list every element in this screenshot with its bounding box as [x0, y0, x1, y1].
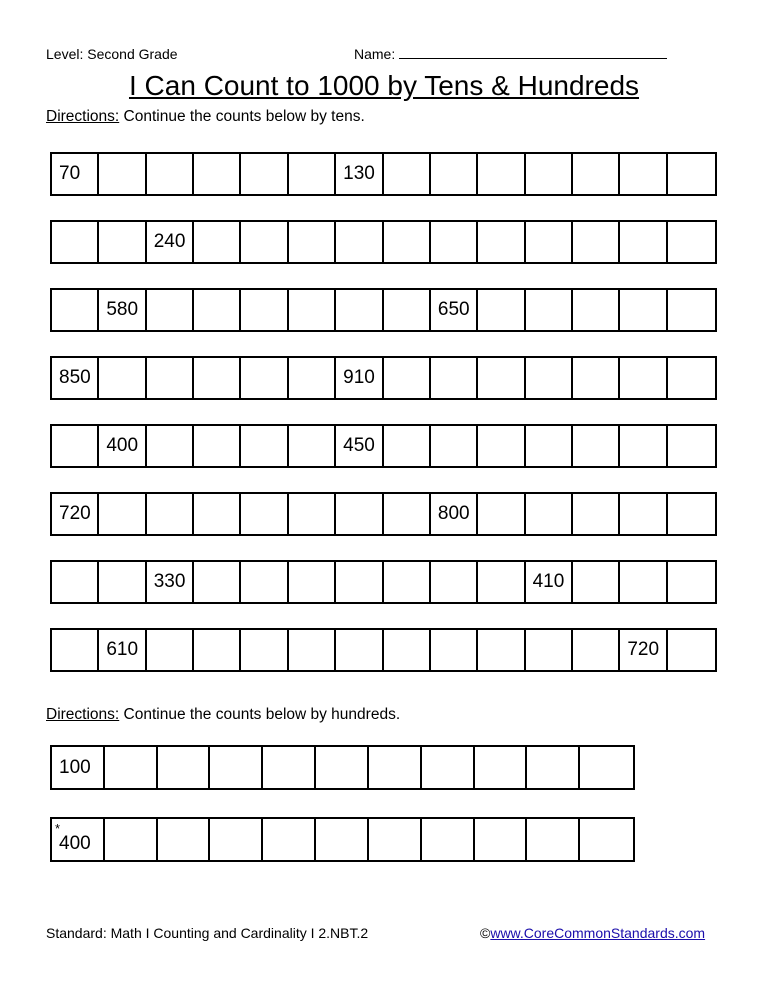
- count-row: [50, 424, 717, 468]
- count-cell-blank[interactable]: [52, 290, 99, 330]
- directions-label: Directions:: [46, 108, 120, 125]
- count-cell-blank[interactable]: [431, 630, 478, 670]
- count-cell-blank[interactable]: [99, 494, 146, 534]
- count-row: [50, 356, 717, 400]
- count-cell-blank[interactable]: [431, 562, 478, 602]
- count-value: 800: [437, 503, 470, 524]
- count-cell-filled: [99, 290, 146, 330]
- count-cell-blank[interactable]: [147, 426, 194, 466]
- count-cell-blank[interactable]: [289, 426, 336, 466]
- count-value: 610: [106, 639, 139, 660]
- count-cell-blank[interactable]: [668, 426, 715, 466]
- count-cell-blank[interactable]: [263, 819, 316, 860]
- count-value: 100: [59, 756, 91, 778]
- count-cell-blank[interactable]: [526, 222, 573, 262]
- count-cell-blank[interactable]: [475, 747, 528, 788]
- count-cell-blank[interactable]: [580, 819, 633, 860]
- count-value: 130: [343, 163, 375, 184]
- count-value: 70: [59, 163, 81, 184]
- count-cell-blank[interactable]: [210, 747, 263, 788]
- count-row: [50, 817, 635, 862]
- count-cell-blank[interactable]: [580, 747, 633, 788]
- count-cell-blank[interactable]: [668, 630, 715, 670]
- count-value: 330: [153, 571, 186, 592]
- count-value: 410: [532, 571, 565, 592]
- count-value: 400: [59, 832, 91, 854]
- count-cell-blank[interactable]: [573, 222, 620, 262]
- count-cell-filled: [52, 358, 99, 398]
- directions-text: Continue the counts below by hundreds.: [119, 706, 401, 723]
- count-cell-blank[interactable]: [526, 630, 573, 670]
- count-cell-blank[interactable]: [526, 290, 573, 330]
- count-cell-blank[interactable]: [478, 154, 525, 194]
- website-link[interactable]: www.CoreCommonStandards.com: [490, 925, 706, 941]
- count-cell-blank[interactable]: [384, 358, 431, 398]
- count-cell-blank[interactable]: [478, 358, 525, 398]
- count-cell-blank[interactable]: [384, 562, 431, 602]
- count-cell-blank[interactable]: [526, 358, 573, 398]
- count-cell-blank[interactable]: [573, 358, 620, 398]
- count-cell-blank[interactable]: [527, 819, 580, 860]
- count-row: [50, 560, 717, 604]
- count-cell-blank[interactable]: [99, 358, 146, 398]
- count-cell-filled: [431, 494, 478, 534]
- count-cell-blank[interactable]: [289, 222, 336, 262]
- count-cell-blank[interactable]: [668, 290, 715, 330]
- count-value: 400: [106, 435, 139, 456]
- count-cell-blank[interactable]: [431, 154, 478, 194]
- count-cell-blank[interactable]: [478, 562, 525, 602]
- count-value: 850: [59, 367, 91, 388]
- count-cell-blank[interactable]: [668, 562, 715, 602]
- count-cell-filled: [52, 494, 99, 534]
- count-cell-blank[interactable]: [336, 222, 383, 262]
- count-row: [50, 288, 717, 332]
- count-cell-blank[interactable]: [241, 562, 288, 602]
- count-cell-filled: [526, 562, 573, 602]
- count-cell-filled: [620, 630, 667, 670]
- count-cell-blank[interactable]: [289, 154, 336, 194]
- count-cell-blank[interactable]: [369, 747, 422, 788]
- count-cell-blank[interactable]: [336, 562, 383, 602]
- count-value: 450: [343, 435, 375, 456]
- count-cell-filled: [431, 290, 478, 330]
- count-cell-blank[interactable]: [147, 154, 194, 194]
- count-cell-blank[interactable]: [99, 154, 146, 194]
- count-cell-filled: [336, 154, 383, 194]
- count-cell-blank[interactable]: [620, 494, 667, 534]
- count-cell-blank[interactable]: [241, 222, 288, 262]
- count-cell-blank[interactable]: [431, 222, 478, 262]
- count-cell-blank[interactable]: [620, 154, 667, 194]
- count-cell-filled: [336, 358, 383, 398]
- count-cell-blank[interactable]: [369, 819, 422, 860]
- count-cell-blank[interactable]: [52, 630, 99, 670]
- count-cell-blank[interactable]: [194, 154, 241, 194]
- count-cell-blank[interactable]: [384, 426, 431, 466]
- directions-tens: [46, 108, 365, 126]
- count-cell-blank[interactable]: [52, 562, 99, 602]
- count-cell-filled: [99, 426, 146, 466]
- count-cell-blank[interactable]: [478, 290, 525, 330]
- name-line[interactable]: [399, 46, 667, 59]
- count-cell-blank[interactable]: [289, 494, 336, 534]
- count-cell-blank[interactable]: [431, 358, 478, 398]
- count-cell-blank[interactable]: [158, 819, 211, 860]
- count-value: 580: [106, 299, 139, 320]
- count-value: 910: [343, 367, 375, 388]
- count-row: [50, 745, 635, 790]
- count-value: 240: [153, 231, 186, 252]
- count-cell-blank[interactable]: [336, 290, 383, 330]
- count-cell-filled: [52, 747, 105, 788]
- count-cell-blank[interactable]: [422, 819, 475, 860]
- count-cell-blank[interactable]: [668, 494, 715, 534]
- count-row: [50, 220, 717, 264]
- count-cell-blank[interactable]: [147, 290, 194, 330]
- count-cell-blank[interactable]: [158, 747, 211, 788]
- count-cell-blank[interactable]: [105, 747, 158, 788]
- count-cell-blank[interactable]: [194, 290, 241, 330]
- count-cell-blank[interactable]: [573, 494, 620, 534]
- name-label: Name:: [354, 46, 396, 62]
- count-cell-blank[interactable]: [475, 819, 528, 860]
- standard-label: Standard: Math I Counting and Cardinality I 2.NBT.2: [46, 925, 369, 941]
- count-cell-blank[interactable]: [620, 562, 667, 602]
- copyright-symbol: ©: [480, 925, 491, 941]
- count-cell-blank[interactable]: [620, 222, 667, 262]
- count-cell-blank[interactable]: [384, 154, 431, 194]
- count-row: [50, 628, 717, 672]
- page-title: I Can Count to 1000 by Tens & Hundreds: [128, 70, 640, 101]
- count-cell-blank[interactable]: [384, 290, 431, 330]
- count-cell-filled: [147, 562, 194, 602]
- count-cell-blank[interactable]: [336, 630, 383, 670]
- count-cell-blank[interactable]: [263, 747, 316, 788]
- count-row: [50, 492, 717, 536]
- directions-hundreds: [46, 706, 400, 724]
- count-cell-blank[interactable]: [422, 747, 475, 788]
- count-cell-blank[interactable]: [526, 494, 573, 534]
- count-value: 650: [437, 299, 470, 320]
- count-cell-blank[interactable]: [241, 630, 288, 670]
- count-cell-blank[interactable]: [52, 426, 99, 466]
- count-cell-filled: [336, 426, 383, 466]
- count-cell-blank[interactable]: [478, 494, 525, 534]
- count-cell-blank[interactable]: [384, 494, 431, 534]
- count-cell-blank[interactable]: [336, 494, 383, 534]
- count-cell-blank[interactable]: [526, 154, 573, 194]
- count-cell-blank[interactable]: [573, 630, 620, 670]
- count-cell-blank[interactable]: [147, 630, 194, 670]
- count-cell-blank[interactable]: [289, 562, 336, 602]
- count-cell-blank[interactable]: [573, 154, 620, 194]
- count-value: 720: [59, 503, 91, 524]
- count-cell-blank[interactable]: [194, 494, 241, 534]
- count-cell-blank[interactable]: [289, 290, 336, 330]
- asterisk-mark: *: [55, 821, 61, 836]
- count-cell-blank[interactable]: [194, 562, 241, 602]
- count-cell-blank[interactable]: [289, 630, 336, 670]
- count-cell-blank[interactable]: [573, 290, 620, 330]
- directions-text: Continue the counts below by tens.: [119, 108, 365, 125]
- count-cell-blank[interactable]: [620, 290, 667, 330]
- count-cell-blank[interactable]: [668, 222, 715, 262]
- count-cell-blank[interactable]: [241, 154, 288, 194]
- count-cell-blank[interactable]: [316, 747, 369, 788]
- count-cell-blank[interactable]: [147, 358, 194, 398]
- count-cell-filled: [52, 819, 105, 860]
- count-cell-blank[interactable]: [431, 426, 478, 466]
- count-cell-blank[interactable]: [573, 562, 620, 602]
- count-cell-blank[interactable]: [105, 819, 158, 860]
- count-value: 720: [627, 639, 660, 660]
- count-cell-blank[interactable]: [384, 630, 431, 670]
- level-label: Level: Second Grade: [46, 46, 178, 62]
- count-cell-blank[interactable]: [526, 426, 573, 466]
- count-cell-blank[interactable]: [52, 222, 99, 262]
- count-cell-blank[interactable]: [289, 358, 336, 398]
- count-cell-filled: [99, 630, 146, 670]
- count-cell-filled: [147, 222, 194, 262]
- count-cell-blank[interactable]: [478, 630, 525, 670]
- count-cell-blank[interactable]: [241, 494, 288, 534]
- count-cell-blank[interactable]: [194, 222, 241, 262]
- name-field[interactable]: [354, 46, 667, 62]
- count-cell-blank[interactable]: [241, 426, 288, 466]
- count-cell-blank[interactable]: [241, 358, 288, 398]
- count-cell-blank[interactable]: [668, 154, 715, 194]
- count-cell-blank[interactable]: [241, 290, 288, 330]
- count-cell-blank[interactable]: [478, 222, 525, 262]
- count-cell-blank[interactable]: [147, 494, 194, 534]
- count-cell-blank[interactable]: [99, 562, 146, 602]
- count-cell-blank[interactable]: [668, 358, 715, 398]
- count-cell-blank[interactable]: [194, 426, 241, 466]
- count-cell-filled: [52, 154, 99, 194]
- count-cell-blank[interactable]: [194, 358, 241, 398]
- count-cell-blank[interactable]: [478, 426, 525, 466]
- directions-label: Directions:: [46, 706, 120, 723]
- count-cell-blank[interactable]: [527, 747, 580, 788]
- count-cell-blank[interactable]: [620, 426, 667, 466]
- count-cell-blank[interactable]: [99, 222, 146, 262]
- count-cell-blank[interactable]: [620, 358, 667, 398]
- count-cell-blank[interactable]: [194, 630, 241, 670]
- count-cell-blank[interactable]: [573, 426, 620, 466]
- count-row: [50, 152, 717, 196]
- copyright: [480, 925, 705, 941]
- count-cell-blank[interactable]: [316, 819, 369, 860]
- count-cell-blank[interactable]: [210, 819, 263, 860]
- count-cell-blank[interactable]: [384, 222, 431, 262]
